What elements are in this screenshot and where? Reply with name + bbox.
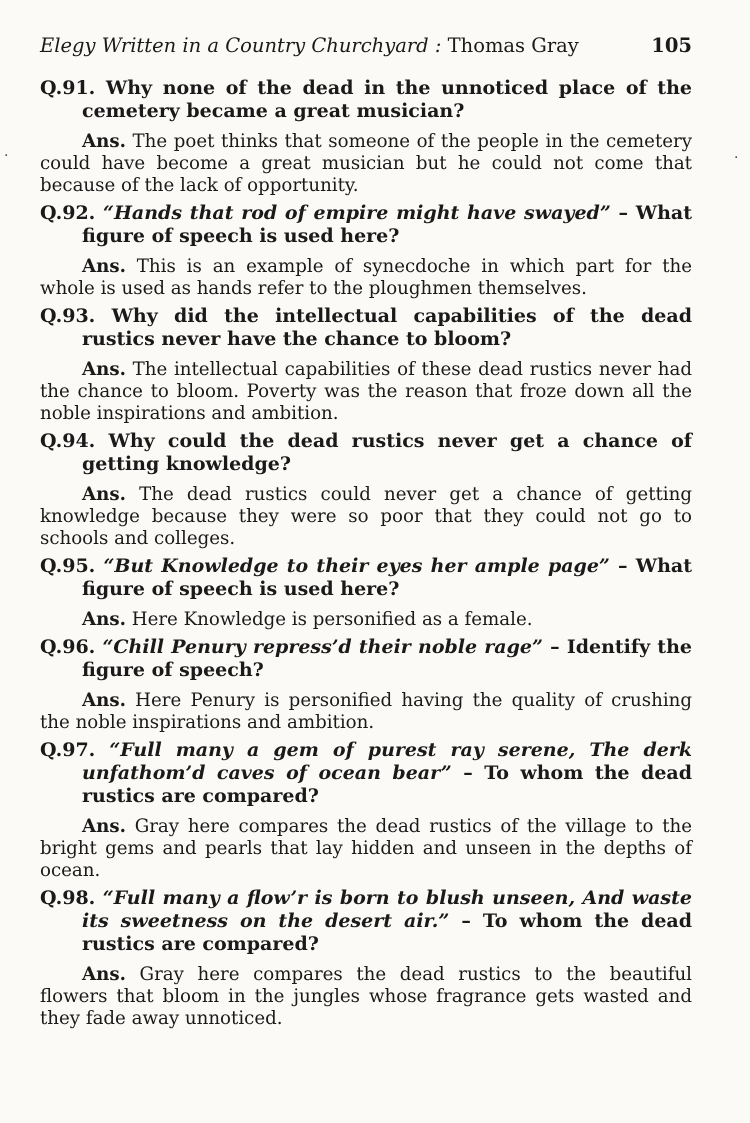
answer-text: The intellectual capabilities of these dead rustics never had the chance to bloom. Poverty was the reason that froze down all the noble inspirations and ambition. [40, 359, 692, 424]
question-number: Q.97. [40, 739, 96, 761]
question [40, 636, 692, 682]
answer-label: Ans. [82, 256, 126, 277]
qa-item [40, 305, 692, 425]
question-number: Q.98. [40, 887, 96, 909]
question-text: – Identify the figure of speech? [82, 636, 692, 681]
question [40, 887, 692, 956]
question [40, 305, 692, 351]
answer-label: Ans. [82, 484, 126, 505]
answer-label: Ans. [82, 690, 126, 711]
answer-text: Gray here compares the dead rustics to the beautiful flowers that bloom in the jungles whose fragrance gets wasted and they fade away unnoticed. [40, 964, 692, 1029]
question [40, 430, 692, 476]
scan-speck: · [4, 148, 9, 164]
answer-text: Here Penury is personified having the quality of crushing the noble inspirations and ambition. [40, 690, 692, 733]
question-number: Q.96. [40, 636, 96, 658]
question-text: Why did the intellectual capabilities of the dead rustics never have the chance to bloom? [82, 305, 692, 350]
question-number: Q.92. [40, 202, 96, 224]
answer-label: Ans. [82, 359, 126, 380]
author-name: Thomas Gray [447, 34, 579, 57]
answer-label: Ans. [82, 131, 126, 152]
answer [40, 816, 692, 882]
qa-item [40, 636, 692, 734]
answer-text: This is an example of synecdoche in which part for the whole is used as hands refer to the ploughmen themselves. [40, 256, 692, 299]
question-text: Why could the dead rustics never get a chance of getting knowledge? [82, 430, 692, 475]
question-text: – What figure of speech is used here? [82, 555, 692, 600]
question-text: – What figure of speech is used here? [82, 202, 693, 247]
question-text: – To whom the dead rustics are compared? [82, 762, 692, 807]
page-number: 105 [651, 34, 692, 57]
answer [40, 690, 692, 734]
question-quote: “Chill Penury repress’d their noble rage” [102, 636, 543, 658]
answer-text: The dead rustics could never get a chance of getting knowledge because they were so poor that they could not go to schools and colleges. [40, 484, 692, 549]
qa-item [40, 739, 692, 882]
question-number: Q.95. [40, 555, 96, 577]
answer [40, 131, 692, 197]
question [40, 739, 692, 808]
question-quote: “But Knowledge to their eyes her ample page” [103, 555, 610, 577]
question-quote: “Full many a flow’r is born to blush unseen, And waste its sweetness on the desert air.” [82, 887, 692, 932]
qa-item [40, 77, 692, 197]
qa-list [40, 77, 692, 1030]
book-title: Elegy Written in a Country Churchyard : [40, 34, 442, 57]
qa-item [40, 887, 692, 1030]
running-header [40, 34, 692, 72]
answer-text: Here Knowledge is personified as a female. [131, 609, 533, 630]
running-title [40, 34, 579, 57]
question-number: Q.91. [40, 77, 96, 99]
question-text: – To whom the dead rustics are compared? [82, 910, 692, 955]
question-quote: “Full many a gem of purest ray serene, The derk unfathom’d caves of ocean bear” [82, 739, 692, 784]
answer [40, 256, 692, 300]
question [40, 555, 692, 601]
question-number: Q.93. [40, 305, 96, 327]
question [40, 77, 692, 123]
answer-label: Ans. [82, 816, 126, 837]
answer [40, 609, 692, 631]
question-text: Why none of the dead in the unnoticed place of the cemetery became a great musician? [82, 77, 692, 122]
qa-item [40, 202, 692, 300]
answer [40, 484, 692, 550]
answer [40, 359, 692, 425]
answer-text: Gray here compares the dead rustics of the village to the bright gems and pearls that lay hidden and unseen in the depths of ocean. [40, 816, 692, 881]
answer [40, 964, 692, 1030]
qa-item [40, 430, 692, 550]
answer-text: The poet thinks that someone of the people in the cemetery could have become a great musician but he could not come that because of the lack of opportunity. [40, 131, 692, 196]
question [40, 202, 692, 248]
answer-label: Ans. [82, 609, 126, 630]
question-number: Q.94. [40, 430, 96, 452]
scan-speck: · [734, 150, 739, 166]
answer-label: Ans. [82, 964, 126, 985]
question-quote: “Hands that rod of empire might have swayed” [103, 202, 611, 224]
qa-item [40, 555, 692, 631]
